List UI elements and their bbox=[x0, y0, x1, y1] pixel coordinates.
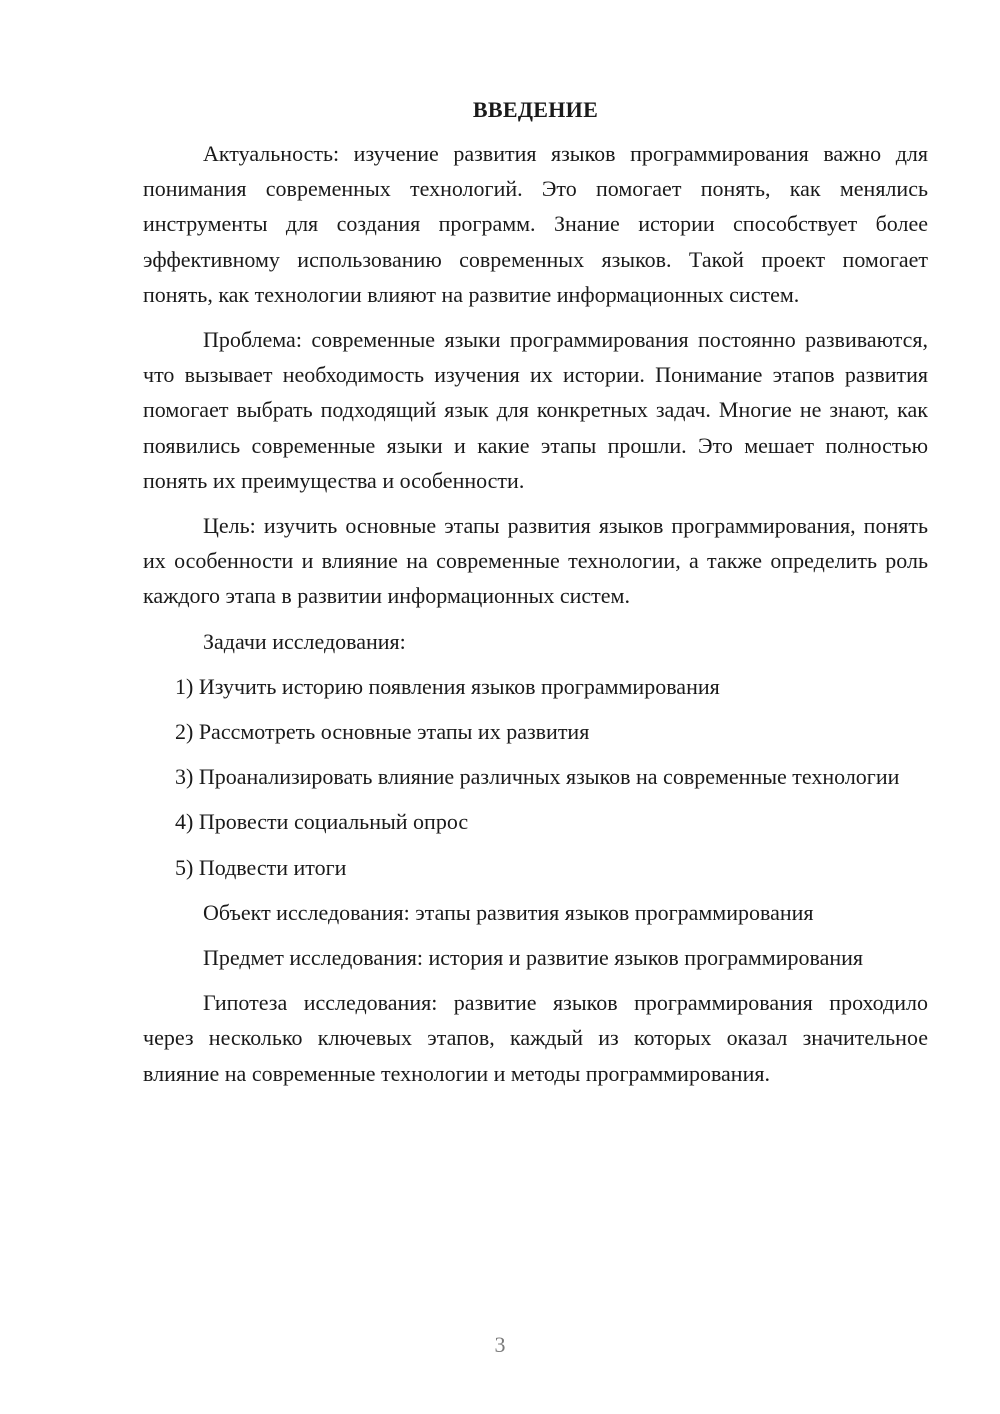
problem-paragraph: Проблема: современные языки программирования постоянно развиваются, что вызывает необходимость изучения их истории. Понимание этапов развития помогает выбрать подходящий язык для конкретных задач. Многие не знают, как появились современные языки и какие этапы прошли. Это мешает полностью понять их преимущества и особенности. bbox=[143, 327, 928, 493]
task-item: 1) Изучить историю появления языков программирования bbox=[175, 673, 720, 699]
relevance-paragraph: Актуальность: изучение развития языков программирования важно для понимания современных технологий. Это помогает понять, как менялись инструменты для создания программ. Знание истории способствует более эффективному использованию современных языков. Такой проект помогает понять, как технологии влияют на развитие информационных систем. bbox=[143, 141, 928, 307]
task-item: 5) Подвести итоги bbox=[175, 854, 347, 880]
document-page bbox=[143, 92, 928, 1091]
task-item: 4) Провести социальный опрос bbox=[175, 809, 469, 835]
hypothesis-paragraph: Гипотеза исследования: развитие языков программирования проходило через несколько ключевых этапов, каждый из которых оказал значительное влияние на современные технологии и методы программирования. bbox=[143, 990, 928, 1086]
task-item: 3) Проанализировать влияние различных языков на современные технологии bbox=[175, 764, 900, 790]
page-number: 3 bbox=[494, 1332, 506, 1357]
goal-paragraph: Цель: изучить основные этапы развития языков программирования, понять их особенности и влияние на современные технологии, а также определить роль каждого этапа в развитии информационных систем. bbox=[143, 513, 928, 609]
task-item: 2) Рассмотреть основные этапы их развития bbox=[175, 719, 590, 745]
object-paragraph: Объект исследования: этапы развития языков программирования bbox=[203, 899, 814, 925]
section-title: ВВЕДЕНИЕ bbox=[472, 97, 599, 122]
tasks-heading: Задачи исследования: bbox=[203, 628, 406, 654]
subject-paragraph: Предмет исследования: история и развитие языков программирования bbox=[203, 945, 863, 971]
